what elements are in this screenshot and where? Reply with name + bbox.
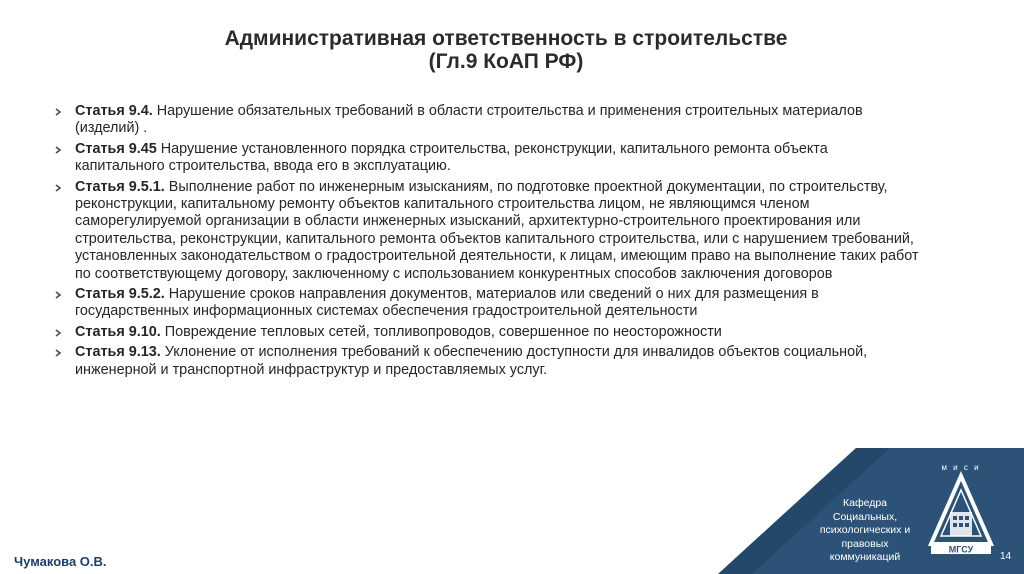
article-text: Повреждение тепловых сетей, топливопроводов, совершенное по неосторожности (160, 323, 722, 340)
title-line-2: (Гл.9 КоАП РФ) (428, 50, 584, 73)
author-name: Чумакова О.В. (14, 554, 107, 569)
chevron-right-icon (54, 291, 62, 299)
list-item (54, 286, 920, 321)
title-line-1: Административная ответственность в строительстве (224, 27, 788, 50)
logo-top-text: м и с и (941, 463, 981, 472)
chevron-right-icon (54, 329, 62, 337)
list-item (54, 103, 920, 138)
list-item (54, 141, 920, 176)
article-list (54, 103, 920, 382)
list-item (54, 179, 920, 283)
article-label: Статья 9.10. (75, 323, 161, 340)
chevron-right-icon (54, 146, 62, 154)
chevron-right-icon (54, 349, 62, 357)
article-text: Уклонение от исполнения требований к обеспечению доступности для инвалидов объектов социальной, инженерной и транспортной инфраструктур и предоставляемых услуг. (75, 344, 868, 378)
article-text: Нарушение установленного порядка строительства, реконструкции, капитального ремонта объекта капитального строительства, ввода его в эксплуатацию. (75, 140, 828, 175)
logo-bottom-text: МГСУ (948, 544, 974, 555)
department-name: Кафедра Социальных, психологических и правовых коммуникаций (819, 497, 911, 563)
list-item (54, 324, 920, 341)
chevron-right-icon (54, 108, 62, 116)
article-label: Статья 9.5.1. (75, 178, 165, 195)
list-item (54, 344, 920, 379)
university-logo (923, 460, 999, 556)
article-text: Нарушение сроков направления документов, материалов или сведений о них для размещения в государственных информационных системах обеспечения градостроительной деятельности (75, 286, 819, 320)
article-label: Статья 9.4. (75, 103, 153, 119)
slide-title (100, 27, 912, 73)
article-label: Статья 9.5.2. (75, 286, 165, 303)
article-label: Статья 9.45 (75, 140, 157, 157)
article-label: Статья 9.13. (75, 344, 161, 361)
chevron-right-icon (54, 184, 62, 192)
article-text: Нарушение обязательных требований в области строительства и применения строительных материалов (изделий) . (75, 103, 863, 137)
article-text: Выполнение работ по инженерным изысканиям, по подготовке проектной документации, по строительству, реконструкции, капитальному ремонту объектов капитального строительства лицом, не являющимся членом саморегулируемой организации в области инженерных изысканий, архитектурно-строительного проектирования или строительства, реконструкции, капитального ремонта объектов капитального строительства, или с нарушением требований, установленных законодательством о градостроительной деятельности, к лицам, имеющим право на выполнение таких работ по соответствующему договору, заключенному с использованием конкурентных способов заключения договоров (75, 178, 919, 282)
page-number: 14 (1000, 551, 1012, 562)
